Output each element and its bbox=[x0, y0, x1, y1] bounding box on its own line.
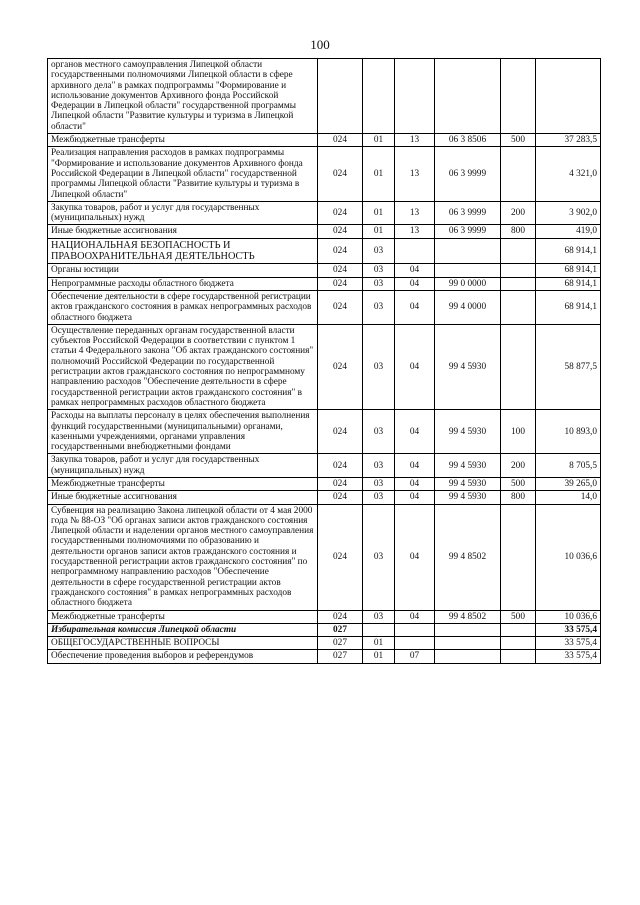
cell-gr: 024 bbox=[318, 410, 363, 454]
cell-sum: 10 893,0 bbox=[536, 410, 601, 454]
row-name: Осуществление переданных органам государственной власти субъектов Российской Федерации в соответствии с пунктом 1 статьи 4 Федерального закона "Об актах гражданского состояния" полномочий Российской Федерации по государственной регистрации актов гражданского состояния по непрограммному направлению расходов "Обеспечение деятельности в сфере государственной регистрации актов гражданского состояния" в рамках непрограммных расходов областного бюджета bbox=[48, 324, 318, 409]
cell-sum: 8 705,5 bbox=[536, 454, 601, 478]
cell-vr bbox=[501, 324, 536, 409]
cell-vr bbox=[501, 147, 536, 201]
cell-sum: 419,0 bbox=[536, 225, 601, 238]
cell-sum: 3 902,0 bbox=[536, 201, 601, 225]
page-number: 100 bbox=[310, 37, 330, 52]
row-name: Обеспечение деятельности в сфере государственной регистрации актов гражданского состояния в рамках непрограммных расходов областного бюджета bbox=[48, 290, 318, 324]
cell-gr: 024 bbox=[318, 264, 363, 277]
table-row bbox=[48, 238, 601, 264]
table-row bbox=[48, 410, 601, 454]
row-name: Субвенция на реализацию Закона липецкой области от 4 мая 2000 года № 88-ОЗ "Об органах записи актов гражданского состояния Липецкой области и наделении органов местного самоуправления государственными полномочиями по образованию и деятельности органов записи актов гражданского состояния и государственной регистрации актов гражданского состояния" по непрограммному направлению расходов "Обеспечение деятельности в сфере государственной регистрации актов гражданского состояния" в рамках непрограммных расходов областного бюджета bbox=[48, 504, 318, 610]
table-row bbox=[48, 610, 601, 623]
cell-rz: 01 bbox=[363, 201, 395, 225]
cell-csr: 06 3 8506 bbox=[435, 134, 501, 147]
cell-gr bbox=[318, 59, 363, 134]
cell-csr: 99 0 0000 bbox=[435, 277, 501, 290]
cell-pr: 13 bbox=[395, 225, 435, 238]
cell-gr: 024 bbox=[318, 134, 363, 147]
row-name: Закупка товаров, работ и услуг для государственных (муниципальных) нужд bbox=[48, 201, 318, 225]
cell-pr: 07 bbox=[395, 650, 435, 663]
cell-vr: 800 bbox=[501, 491, 536, 504]
cell-gr: 024 bbox=[318, 277, 363, 290]
cell-vr: 800 bbox=[501, 225, 536, 238]
cell-csr: 99 4 5930 bbox=[435, 491, 501, 504]
table-row bbox=[48, 623, 601, 636]
cell-vr bbox=[501, 637, 536, 650]
cell-sum: 37 283,5 bbox=[536, 134, 601, 147]
cell-rz: 03 bbox=[363, 477, 395, 490]
cell-sum: 68 914,1 bbox=[536, 238, 601, 264]
cell-gr: 024 bbox=[318, 290, 363, 324]
cell-pr: 04 bbox=[395, 454, 435, 478]
cell-gr: 024 bbox=[318, 491, 363, 504]
cell-rz: 03 bbox=[363, 454, 395, 478]
cell-pr: 04 bbox=[395, 504, 435, 610]
cell-vr: 100 bbox=[501, 410, 536, 454]
cell-csr bbox=[435, 264, 501, 277]
cell-csr: 06 3 9999 bbox=[435, 201, 501, 225]
table-row bbox=[48, 147, 601, 201]
cell-rz: 03 bbox=[363, 324, 395, 409]
cell-rz: 01 bbox=[363, 637, 395, 650]
cell-sum: 10 036,6 bbox=[536, 504, 601, 610]
table-row bbox=[48, 454, 601, 478]
table-row bbox=[48, 59, 601, 134]
cell-csr: 99 4 5930 bbox=[435, 410, 501, 454]
cell-pr: 04 bbox=[395, 491, 435, 504]
cell-rz: 03 bbox=[363, 238, 395, 264]
cell-rz bbox=[363, 623, 395, 636]
cell-vr bbox=[501, 59, 536, 134]
table-row bbox=[48, 324, 601, 409]
cell-csr: 99 4 5930 bbox=[435, 454, 501, 478]
table-row bbox=[48, 290, 601, 324]
cell-sum: 68 914,1 bbox=[536, 290, 601, 324]
cell-sum: 33 575,4 bbox=[536, 650, 601, 663]
row-name: Обеспечение проведения выборов и референдумов bbox=[48, 650, 318, 663]
cell-sum: 33 575,4 bbox=[536, 623, 601, 636]
cell-gr: 024 bbox=[318, 610, 363, 623]
cell-rz: 01 bbox=[363, 147, 395, 201]
row-name: Иные бюджетные ассигнования bbox=[48, 225, 318, 238]
cell-csr bbox=[435, 623, 501, 636]
row-name: Закупка товаров, работ и услуг для государственных (муниципальных) нужд bbox=[48, 454, 318, 478]
cell-vr: 500 bbox=[501, 134, 536, 147]
cell-csr bbox=[435, 637, 501, 650]
row-name: Межбюджетные трансферты bbox=[48, 610, 318, 623]
cell-csr: 99 4 8502 bbox=[435, 610, 501, 623]
cell-vr bbox=[501, 290, 536, 324]
cell-vr: 200 bbox=[501, 201, 536, 225]
cell-rz: 01 bbox=[363, 134, 395, 147]
cell-pr bbox=[395, 238, 435, 264]
cell-gr: 024 bbox=[318, 238, 363, 264]
cell-gr: 024 bbox=[318, 324, 363, 409]
cell-pr: 04 bbox=[395, 324, 435, 409]
row-name: ОБЩЕГОСУДАРСТВЕННЫЕ ВОПРОСЫ bbox=[48, 637, 318, 650]
cell-sum: 33 575,4 bbox=[536, 637, 601, 650]
row-name: Расходы на выплаты персоналу в целях обеспечения выполнения функций государственными (муниципальными) органами, казенными учреждениями, органами управления государственными внебюджетными фондами bbox=[48, 410, 318, 454]
budget-table bbox=[47, 58, 601, 664]
cell-pr: 04 bbox=[395, 290, 435, 324]
cell-gr: 024 bbox=[318, 454, 363, 478]
row-name: НАЦИОНАЛЬНАЯ БЕЗОПАСНОСТЬ И ПРАВООХРАНИТЕЛЬНАЯ ДЕЯТЕЛЬНОСТЬ bbox=[48, 238, 318, 264]
cell-sum: 58 877,5 bbox=[536, 324, 601, 409]
cell-pr: 04 bbox=[395, 477, 435, 490]
cell-csr: 06 3 9999 bbox=[435, 225, 501, 238]
cell-csr: 99 4 5930 bbox=[435, 324, 501, 409]
cell-gr: 027 bbox=[318, 623, 363, 636]
cell-rz: 01 bbox=[363, 225, 395, 238]
table-row bbox=[48, 637, 601, 650]
cell-pr: 04 bbox=[395, 264, 435, 277]
cell-csr: 99 4 8502 bbox=[435, 504, 501, 610]
cell-vr: 500 bbox=[501, 477, 536, 490]
cell-rz bbox=[363, 59, 395, 134]
cell-gr: 024 bbox=[318, 201, 363, 225]
cell-pr: 13 bbox=[395, 201, 435, 225]
cell-sum: 10 036,6 bbox=[536, 610, 601, 623]
cell-vr bbox=[501, 650, 536, 663]
cell-vr bbox=[501, 264, 536, 277]
table-row bbox=[48, 504, 601, 610]
table-row bbox=[48, 264, 601, 277]
cell-rz: 03 bbox=[363, 264, 395, 277]
cell-vr bbox=[501, 504, 536, 610]
cell-gr: 024 bbox=[318, 504, 363, 610]
cell-sum: 14,0 bbox=[536, 491, 601, 504]
cell-rz: 01 bbox=[363, 650, 395, 663]
table-row bbox=[48, 225, 601, 238]
cell-csr bbox=[435, 238, 501, 264]
row-name: Избирательная комиссия Липецкой области bbox=[48, 623, 318, 636]
cell-gr: 027 bbox=[318, 650, 363, 663]
cell-rz: 03 bbox=[363, 410, 395, 454]
row-name: Межбюджетные трансферты bbox=[48, 134, 318, 147]
cell-gr: 024 bbox=[318, 225, 363, 238]
cell-csr: 99 4 5930 bbox=[435, 477, 501, 490]
cell-csr: 99 4 0000 bbox=[435, 290, 501, 324]
cell-gr: 024 bbox=[318, 147, 363, 201]
row-name: Непрограммные расходы областного бюджета bbox=[48, 277, 318, 290]
cell-vr: 200 bbox=[501, 454, 536, 478]
row-name: Межбюджетные трансферты bbox=[48, 477, 318, 490]
cell-sum: 4 321,0 bbox=[536, 147, 601, 201]
cell-pr: 13 bbox=[395, 134, 435, 147]
row-name: Органы юстиции bbox=[48, 264, 318, 277]
row-name: Реализация направления расходов в рамках подпрограммы "Формирование и использование документов Архивного фонда Российской Федерации в Липецкой области" государственной программы Липецкой области "Развитие культуры и туризма в Липецкой области" bbox=[48, 147, 318, 201]
cell-sum bbox=[536, 59, 601, 134]
cell-pr: 04 bbox=[395, 610, 435, 623]
cell-rz: 03 bbox=[363, 610, 395, 623]
table-row bbox=[48, 491, 601, 504]
cell-pr: 04 bbox=[395, 410, 435, 454]
cell-pr bbox=[395, 623, 435, 636]
cell-pr bbox=[395, 637, 435, 650]
cell-vr bbox=[501, 623, 536, 636]
cell-sum: 68 914,1 bbox=[536, 264, 601, 277]
table-row bbox=[48, 477, 601, 490]
cell-csr bbox=[435, 650, 501, 663]
table-row bbox=[48, 277, 601, 290]
cell-rz: 03 bbox=[363, 504, 395, 610]
table-row bbox=[48, 201, 601, 225]
cell-rz: 03 bbox=[363, 277, 395, 290]
cell-csr: 06 3 9999 bbox=[435, 147, 501, 201]
cell-csr bbox=[435, 59, 501, 134]
table-row bbox=[48, 650, 601, 663]
cell-pr: 04 bbox=[395, 277, 435, 290]
cell-rz: 03 bbox=[363, 491, 395, 504]
cell-gr: 027 bbox=[318, 637, 363, 650]
cell-sum: 39 265,0 bbox=[536, 477, 601, 490]
cell-vr: 500 bbox=[501, 610, 536, 623]
table-row bbox=[48, 134, 601, 147]
cell-vr bbox=[501, 238, 536, 264]
cell-rz: 03 bbox=[363, 290, 395, 324]
cell-vr bbox=[501, 277, 536, 290]
cell-pr: 13 bbox=[395, 147, 435, 201]
cell-pr bbox=[395, 59, 435, 134]
cell-sum: 68 914,1 bbox=[536, 277, 601, 290]
row-name: Иные бюджетные ассигнования bbox=[48, 491, 318, 504]
table-body bbox=[48, 59, 601, 664]
row-name: органов местного самоуправления Липецкой области государственными полномочиями Липецкой области в сфере архивного дела" в рамках подпрограммы "Формирование и использование документов Архивного фонда Российской Федерации в Липецкой области" государственной программы Липецкой области "Развитие культуры и туризма в Липецкой области" bbox=[48, 59, 318, 134]
cell-gr: 024 bbox=[318, 477, 363, 490]
